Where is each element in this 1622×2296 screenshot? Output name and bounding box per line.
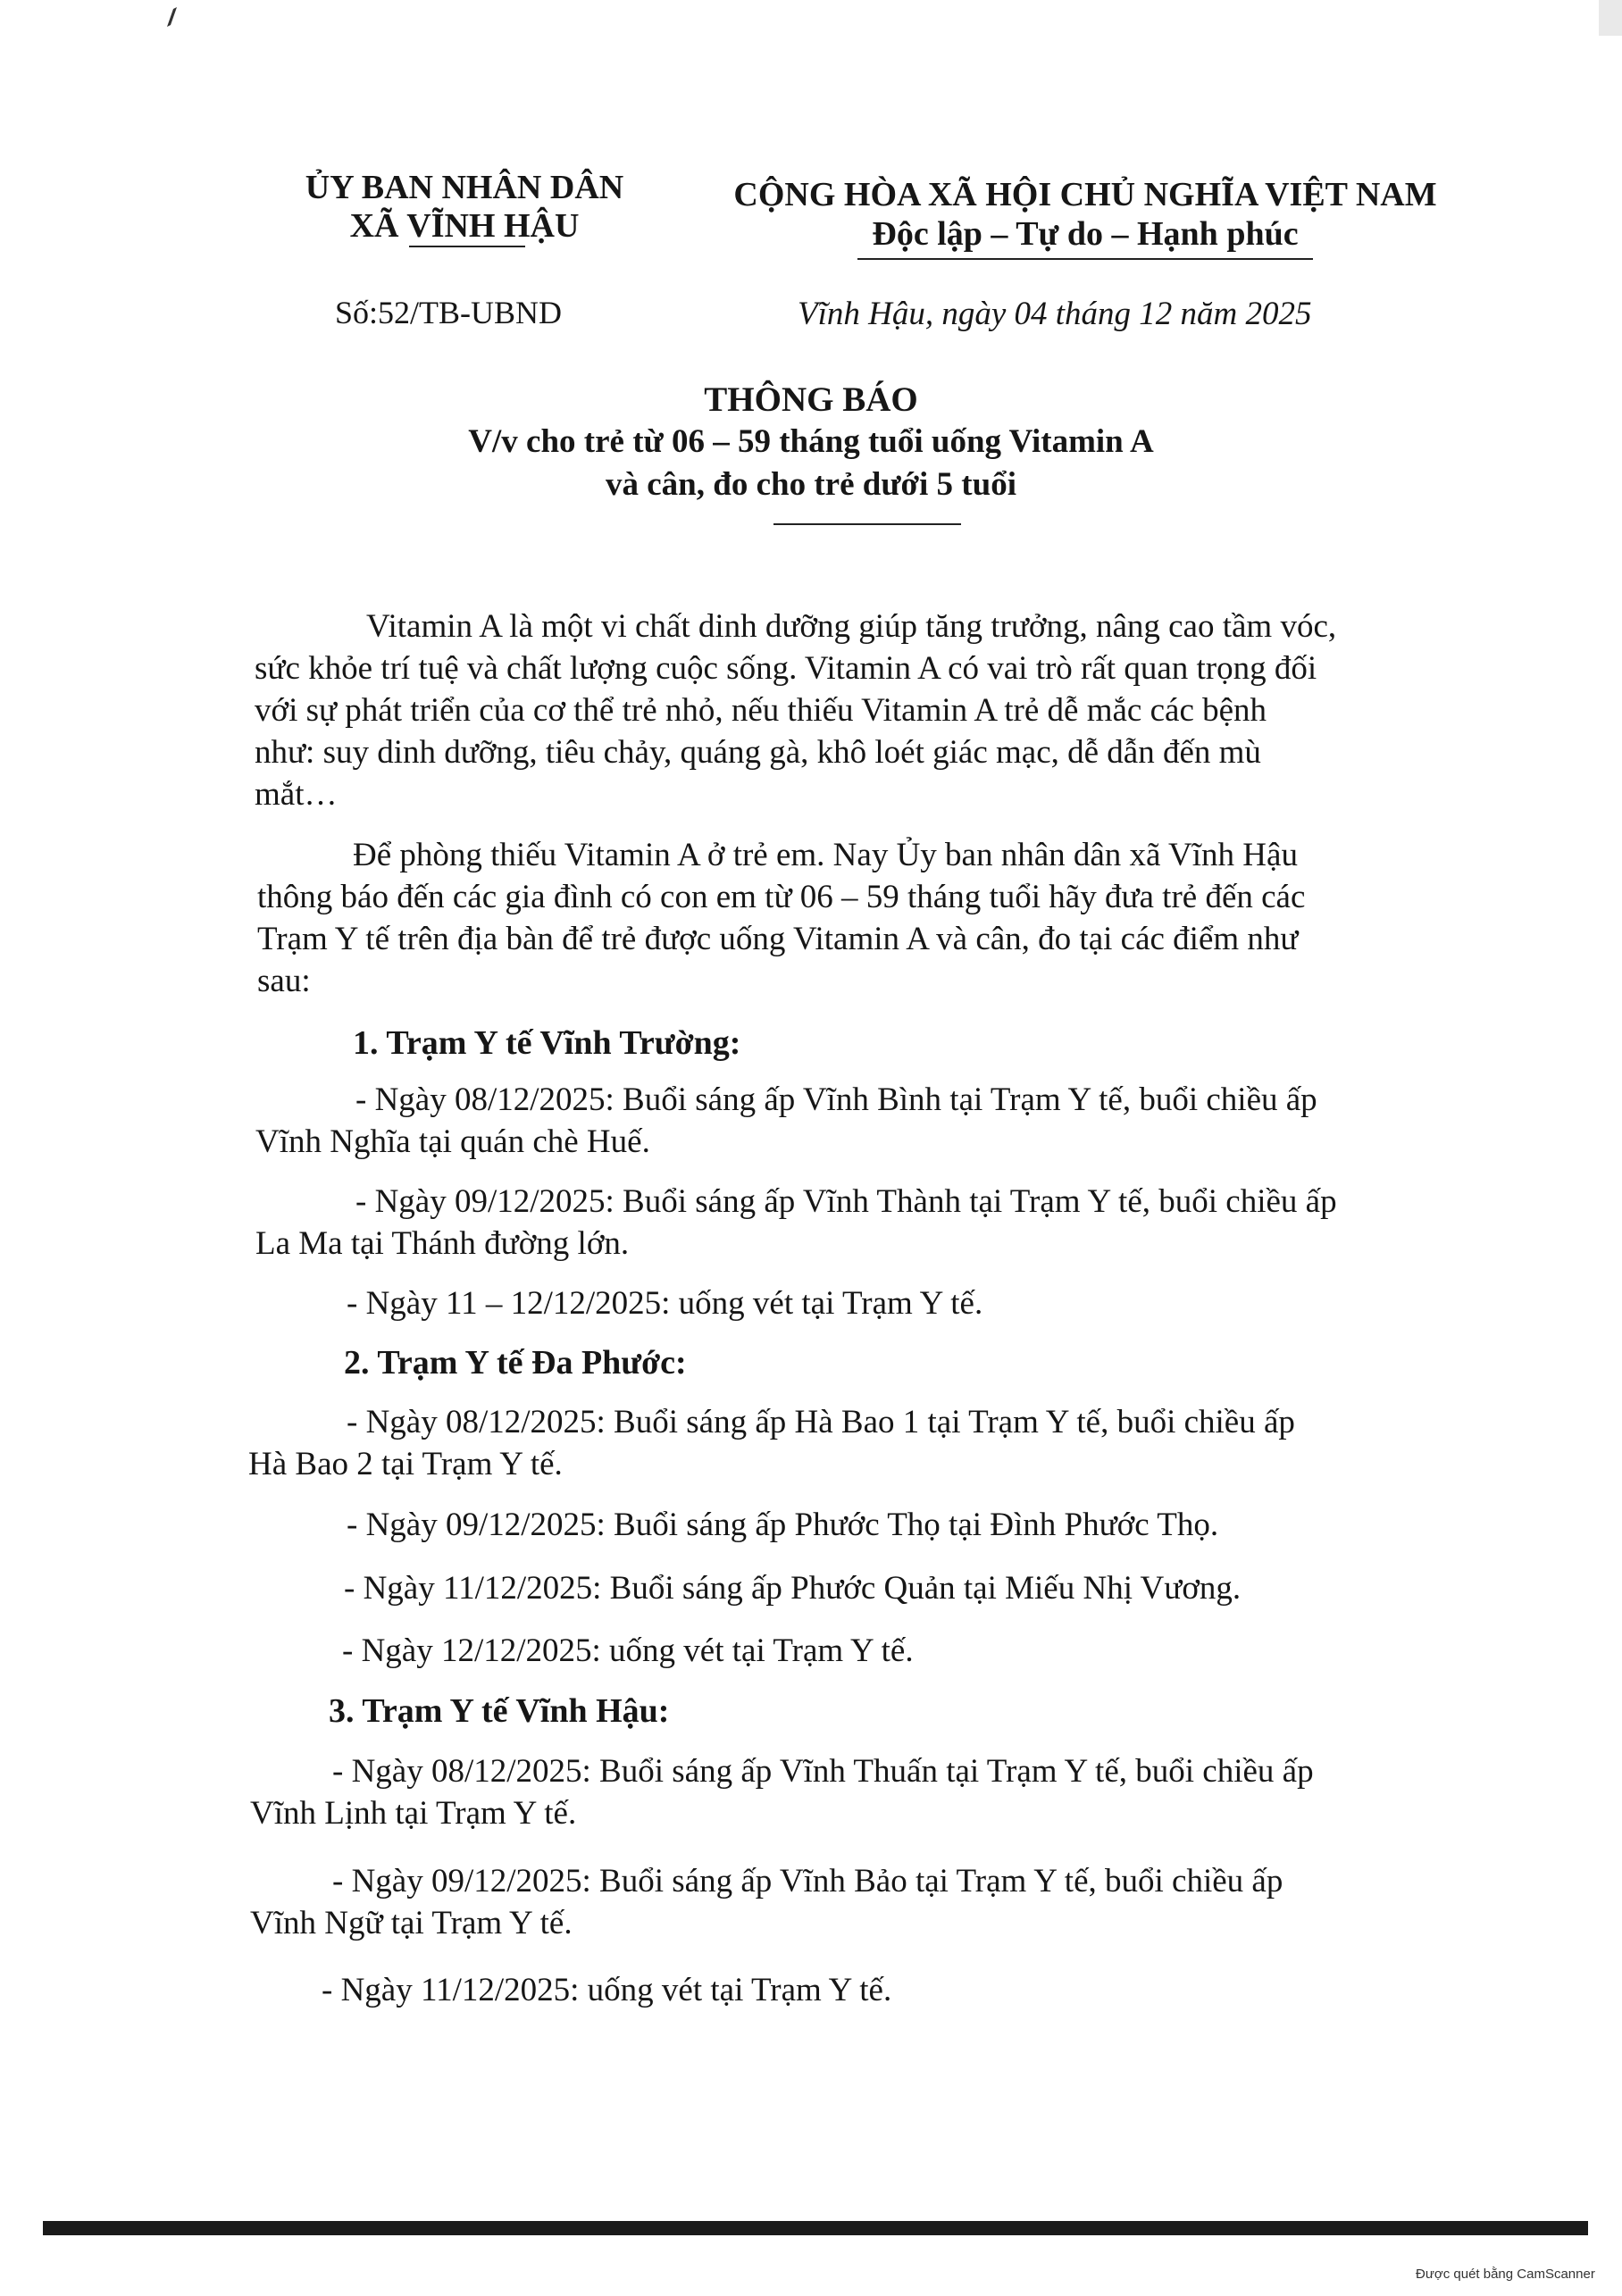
section-2-item-1-line1: - Ngày 08/12/2025: Buổi sáng ấp Hà Bao 1 tại Trạm Y tế, buổi chiều ấp <box>347 1404 1295 1440</box>
section-1-item-1-line2: Vĩnh Nghĩa tại quán chè Huế. <box>255 1123 650 1160</box>
scanner-watermark: Được quét bằng CamScanner <box>1416 2267 1595 2282</box>
section-2-heading: 2. Trạm Y tế Đa Phước: <box>344 1344 687 1382</box>
intro-p1-line2: sức khỏe trí tuệ và chất lượng cuộc sống. Vitamin A có vai trò rất quan trọng đối <box>255 650 1317 687</box>
section-1-item-2-line1: - Ngày 09/12/2025: Buổi sáng ấp Vĩnh Thành tại Trạm Y tế, buổi chiều ấp <box>355 1183 1337 1220</box>
section-3-item-1-line2: Vĩnh Lịnh tại Trạm Y tế. <box>250 1795 577 1832</box>
scan-mark-icon <box>165 5 185 29</box>
scan-bottom-edge <box>43 2221 1588 2235</box>
scan-edge-shadow <box>1599 0 1622 36</box>
agency-name-line2: XÃ VĨNH HẬU <box>349 207 580 245</box>
section-1-item-2-line2: La Ma tại Thánh đường lớn. <box>255 1225 630 1262</box>
section-2-item-4: - Ngày 12/12/2025: uống vét tại Trạm Y tế. <box>342 1632 914 1669</box>
section-3-heading: 3. Trạm Y tế Vĩnh Hậu: <box>329 1692 670 1730</box>
document-subject-line1: V/v cho trẻ từ 06 – 59 tháng tuổi uống Vitamin A <box>468 423 1154 460</box>
section-1-item-1-line1: - Ngày 08/12/2025: Buổi sáng ấp Vĩnh Bình tại Trạm Y tế, buổi chiều ấp <box>355 1081 1317 1118</box>
section-3-item-3: - Ngày 11/12/2025: uống vét tại Trạm Y tế. <box>322 1972 892 2008</box>
document-title: THÔNG BÁO <box>704 380 918 419</box>
section-2-item-3: - Ngày 11/12/2025: Buổi sáng ấp Phước Quản tại Miếu Nhị Vương. <box>344 1570 1242 1607</box>
country-name: CỘNG HÒA XÃ HỘI CHỦ NGHĨA VIỆT NAM <box>733 176 1437 213</box>
document-number: Số:52/TB-UBND <box>335 295 563 330</box>
motto-underline <box>857 258 1313 260</box>
section-2-item-1-line2: Hà Bao 2 tại Trạm Y tế. <box>248 1446 563 1482</box>
national-motto: Độc lập – Tự do – Hạnh phúc <box>872 215 1299 253</box>
agency-underline <box>409 246 525 247</box>
document-subject-line2: và cân, đo cho trẻ dưới 5 tuổi <box>606 466 1016 503</box>
intro-p1-line3: với sự phát triển của cơ thể trẻ nhỏ, nếu thiếu Vitamin A trẻ dễ mắc các bệnh <box>255 692 1267 729</box>
intro-p1-line4: như: suy dinh dưỡng, tiêu chảy, quáng gà, khô loét giác mạc, dễ dẫn đến mù <box>255 734 1261 771</box>
title-underline <box>773 523 961 525</box>
section-3-item-1-line1: - Ngày 08/12/2025: Buổi sáng ấp Vĩnh Thuấn tại Trạm Y tế, buổi chiều ấp <box>332 1753 1314 1790</box>
section-2-item-2: - Ngày 09/12/2025: Buổi sáng ấp Phước Thọ tại Đình Phước Thọ. <box>347 1507 1219 1543</box>
place-and-date: Vĩnh Hậu, ngày 04 tháng 12 năm 2025 <box>798 296 1312 332</box>
intro-p2-line4: sau: <box>257 963 311 999</box>
section-3-item-2-line2: Vĩnh Ngữ tại Trạm Y tế. <box>250 1905 573 1941</box>
intro-p2-line2: thông báo đến các gia đình có con em từ 06 – 59 tháng tuổi hãy đưa trẻ đến các <box>257 879 1306 915</box>
section-1-heading: 1. Trạm Y tế Vĩnh Trường: <box>353 1024 741 1062</box>
intro-p2-line1: Để phòng thiếu Vitamin A ở trẻ em. Nay Ủy ban nhân dân xã Vĩnh Hậu <box>353 837 1298 873</box>
intro-p2-line3: Trạm Y tế trên địa bàn để trẻ được uống Vitamin A và cân, đo tại các điểm như <box>257 921 1299 957</box>
agency-name-line1: ỦY BAN NHÂN DÂN <box>305 169 624 206</box>
intro-p1-line5: mắt… <box>255 776 338 813</box>
section-1-item-3: - Ngày 11 – 12/12/2025: uống vét tại Trạm Y tế. <box>347 1285 983 1322</box>
section-3-item-2-line1: - Ngày 09/12/2025: Buổi sáng ấp Vĩnh Bảo tại Trạm Y tế, buổi chiều ấp <box>332 1863 1283 1899</box>
intro-p1-line1: Vitamin A là một vi chất dinh dưỡng giúp tăng trưởng, nâng cao tầm vóc, <box>366 608 1337 645</box>
